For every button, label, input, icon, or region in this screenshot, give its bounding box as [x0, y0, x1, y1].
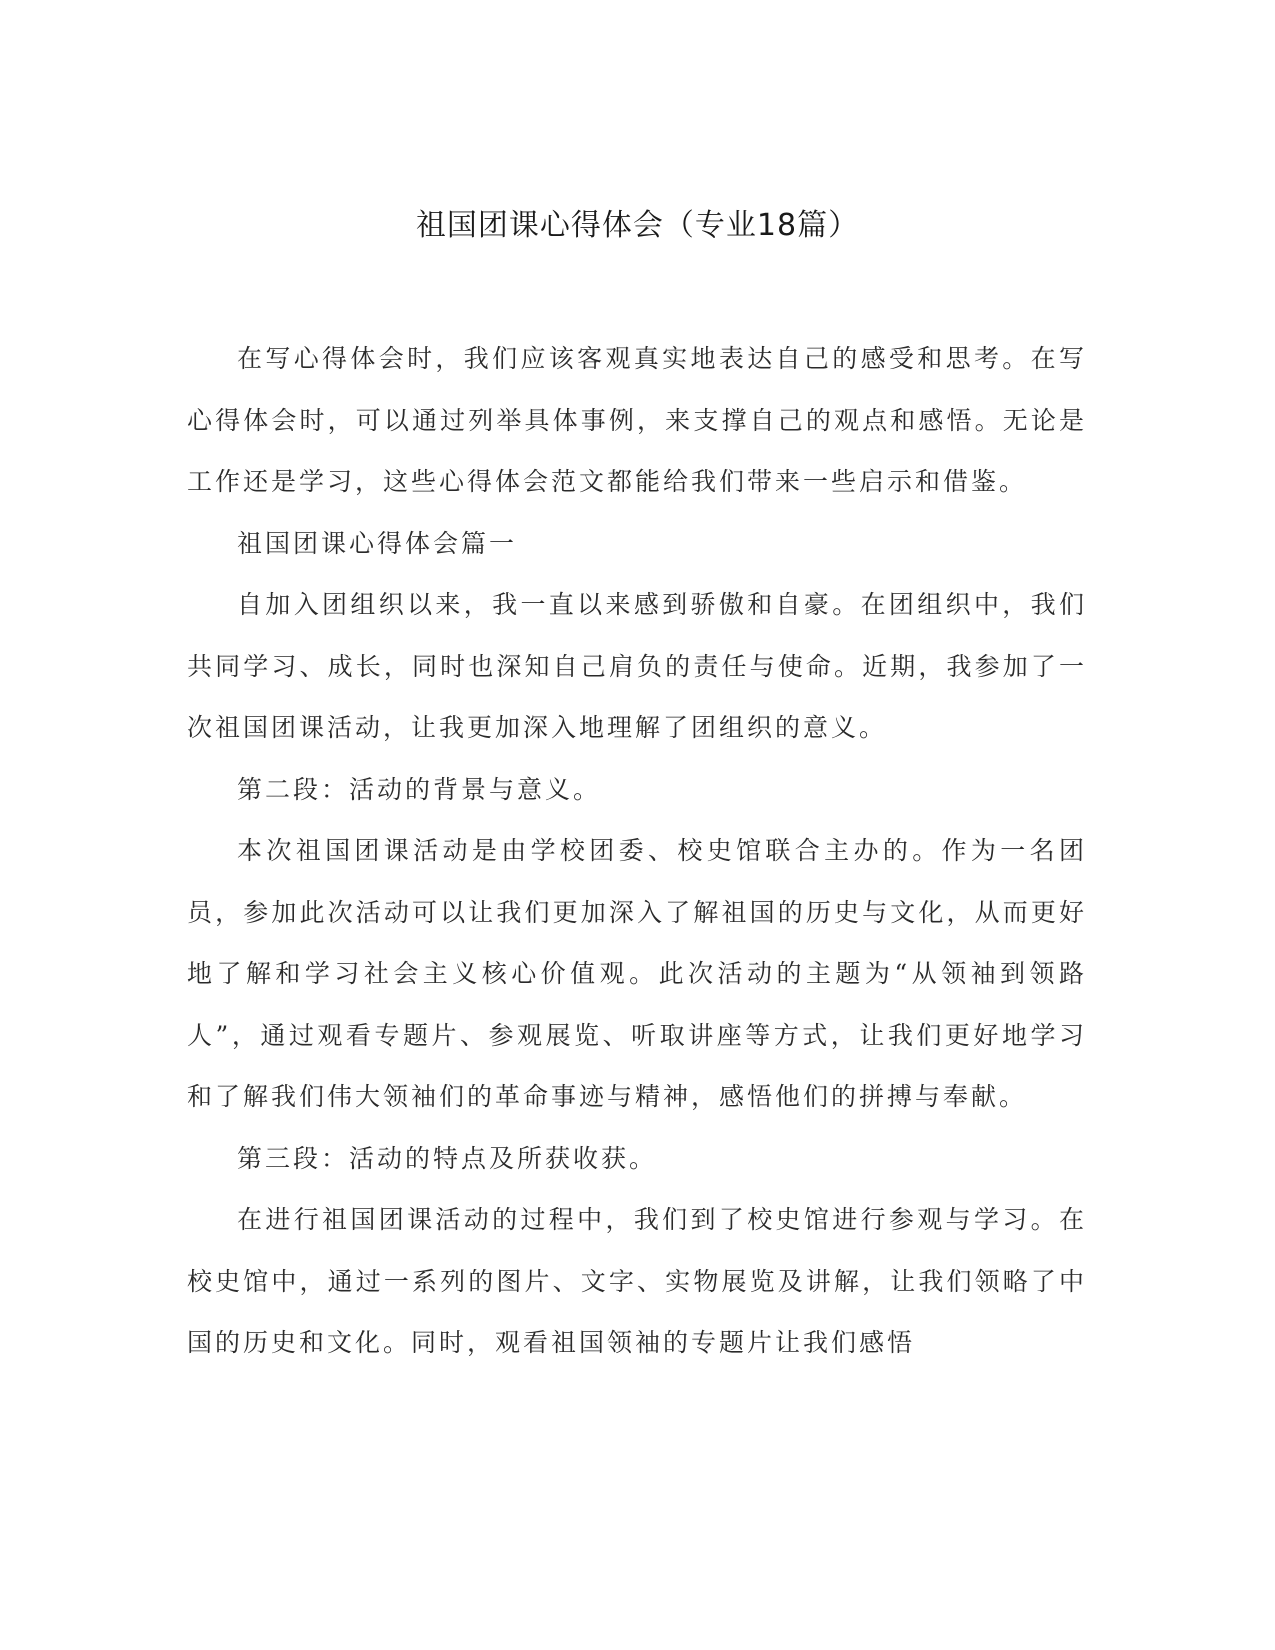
section-heading-second: 第二段：活动的背景与意义。	[237, 774, 602, 804]
section-heading-part-one: 祖国团课心得体会篇一	[237, 528, 518, 558]
body-paragraph: 自加入团组织以来，我一直以来感到骄傲和自豪。在团组织中，我们共同学习、成长，同时也深知自己肩负的责任与使命。近期，我参加了一次祖国团课活动，让我更加深入地理解了团组织的意义。	[187, 590, 1087, 742]
body-paragraph: 在进行祖国团课活动的过程中，我们到了校史馆进行参观与学习。在校史馆中，通过一系列的图片、文字、实物展览及讲解，让我们领略了中国的历史和文化。同时，观看祖国领袖的专题片让我们感悟	[187, 1205, 1087, 1357]
document-title: 祖国团课心得体会（专业18篇）	[415, 208, 860, 243]
section-heading-third: 第三段：活动的特点及所获收获。	[237, 1143, 658, 1173]
document-body	[187, 328, 1087, 1374]
intro-paragraph: 在写心得体会时，我们应该客观真实地表达自己的感受和思考。在写心得体会时，可以通过列举具体事例，来支撑自己的观点和感悟。无论是工作还是学习，这些心得体会范文都能给我们带来一些启示和借鉴。	[187, 344, 1087, 496]
body-paragraph: 本次祖国团课活动是由学校团委、校史馆联合主办的。作为一名团员，参加此次活动可以让我们更加深入了解祖国的历史与文化，从而更好地了解和学习社会主义核心价值观。此次活动的主题为“从领袖到领路人”，通过观看专题片、参观展览、听取讲座等方式，让我们更好地学习和了解我们伟大领袖们的革命事迹与精神，感悟他们的拼搏与奉献。	[187, 836, 1087, 1111]
